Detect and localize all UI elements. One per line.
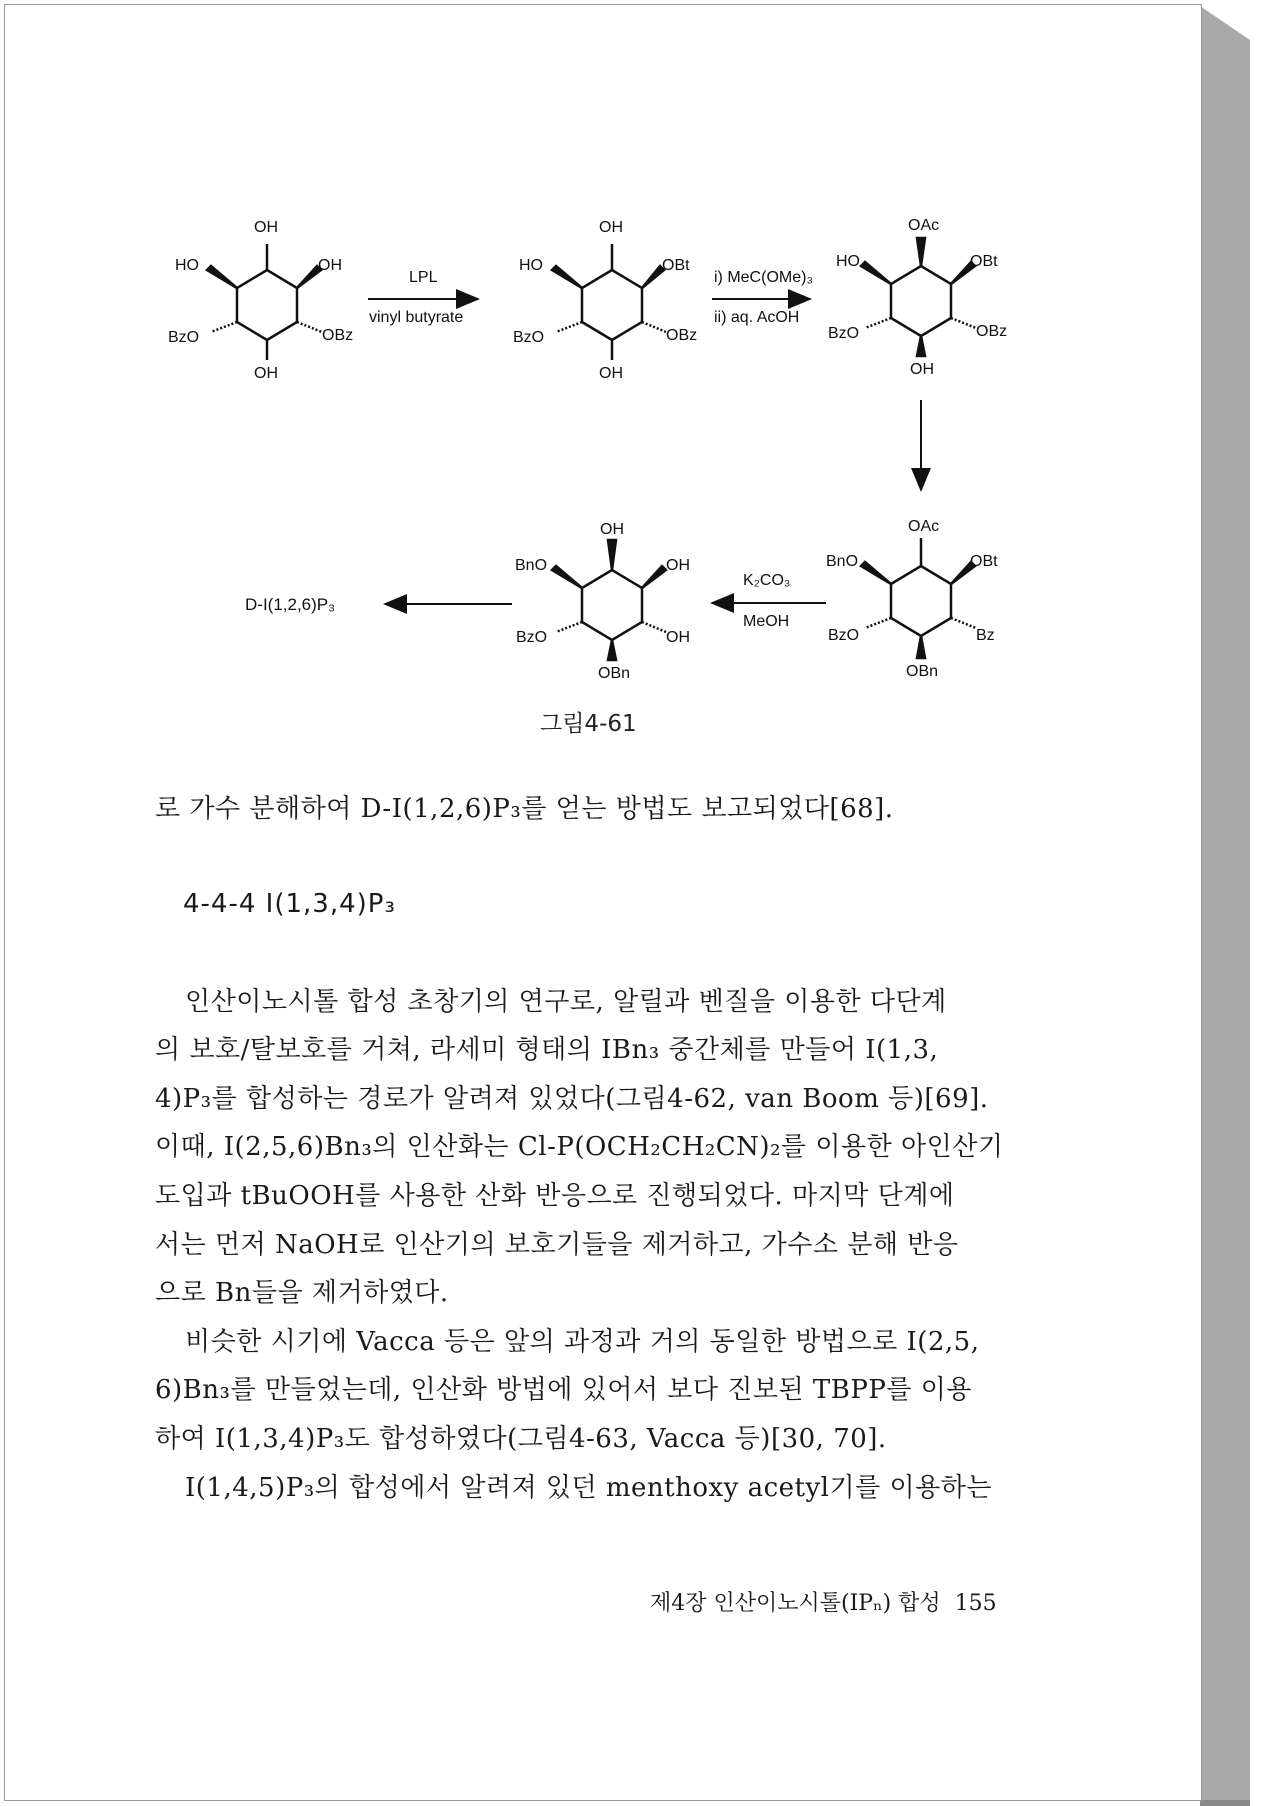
arrow-1-condition: vinyl butyrate: [369, 309, 464, 326]
p1-line-7: 으로 Bn들을 제거하였다.: [155, 1278, 449, 1308]
structure-3: [861, 238, 976, 356]
s5-oh-right-label: OH: [666, 557, 690, 574]
reaction-scheme-figure: [0, 0, 1284, 760]
s1-obz-label: OBz: [322, 327, 354, 344]
p1-line-1: 인산이노시톨 합성 초창기의 연구로, 알릴과 벤질을 이용한 다단계: [185, 987, 947, 1017]
s2-top-label: OH: [599, 219, 623, 236]
section-heading: 4-4-4 I(1,3,4)P₃: [183, 889, 396, 919]
s1-ho-label: HO: [175, 257, 199, 274]
p1-line-3: 4)P₃를 합성하는 경로가 알려져 있었다(그림4-62, van Boom 등)[69].: [155, 1084, 989, 1114]
s3-obz-label: OBz: [976, 323, 1008, 340]
p1-line-5: 도입과 tBuOOH를 사용한 산화 반응으로 진행되었다. 마지막 단계에: [155, 1181, 955, 1211]
s3-bottom-label: OH: [910, 361, 934, 378]
product-label: D-I(1,2,6)P₃: [245, 595, 336, 614]
s2-ho-label: HO: [519, 257, 543, 274]
structure-1: [207, 244, 322, 360]
structure-5: [552, 540, 666, 660]
p1-line-6: 서는 먼저 NaOH로 인산기의 보호기들을 제거하고, 가수소 분해 반응: [155, 1230, 959, 1260]
s2-bottom-label: OH: [599, 365, 623, 382]
s4-bz-label: Bz: [976, 627, 995, 644]
arrow-1-reagent: LPL: [409, 269, 438, 286]
s5-bzo-label: BzO: [516, 629, 548, 646]
p2-line-3: 하여 I(1,3,4)P₃도 합성하였다(그림4-63, Vacca 등)[30, 70].: [155, 1424, 887, 1454]
s5-bno-label: BnO: [515, 557, 548, 574]
s4-bottom-label: OBn: [906, 663, 939, 680]
p1-line-4: 이때, I(2,5,6)Bn₃의 인산화는 Cl-P(OCH₂CH₂CN)₂를 이용한 아인산기: [155, 1132, 1004, 1162]
s3-ho-label: HO: [836, 253, 860, 270]
s4-top-label: OAc: [908, 518, 940, 535]
s4-bno-label: BnO: [826, 553, 859, 570]
p2-line-1: 비슷한 시기에 Vacca 등은 앞의 과정과 거의 동일한 방법으로 I(2,5,: [185, 1327, 980, 1357]
s3-obt-label: OBt: [970, 253, 998, 270]
structure-4: [861, 538, 976, 658]
p3-line-1: I(1,4,5)P₃의 합성에서 알려져 있던 menthoxy acetyl기를 이용하는: [185, 1473, 992, 1503]
s4-bzo-label: BzO: [828, 627, 860, 644]
s2-obt-label: OBt: [662, 257, 690, 274]
page-number: 155: [954, 1591, 997, 1616]
s4-obt-label: OBt: [970, 553, 998, 570]
s1-oh-right-label: OH: [318, 257, 342, 274]
p2-line-2: 6)Bn₃를 만들었는데, 인산화 방법에 있어서 보다 진보된 TBPP를 이용: [155, 1375, 972, 1405]
s5-bottom-label: OBn: [598, 665, 631, 682]
text-line-0: 로 가수 분해하여 D-I(1,2,6)P₃를 얻는 방법도 보고되었다[68].: [155, 794, 894, 824]
figure-caption: 그림4-61: [540, 711, 637, 737]
arrow-4-reagent: K₂CO₃: [743, 572, 791, 589]
s3-bzo-label: BzO: [828, 325, 860, 342]
s3-top-label: OAc: [908, 217, 940, 234]
s2-bzo-label: BzO: [513, 329, 545, 346]
s1-bzo-label: BzO: [168, 329, 200, 346]
p1-line-2: 의 보호/탈보호를 거쳐, 라세미 형태의 IBn₃ 중간체를 만들어 I(1,3,: [155, 1035, 939, 1065]
s1-bottom-label: OH: [254, 365, 278, 382]
s1-top-label: OH: [254, 219, 278, 236]
arrow-2-step-2: ii) aq. AcOH: [714, 309, 800, 326]
structure-2: [552, 244, 666, 360]
arrow-2-step-1: i) MeC(OMe)₃: [714, 269, 813, 286]
arrow-4-solvent: MeOH: [743, 613, 790, 630]
s5-oh-right2-label: OH: [666, 629, 690, 646]
s5-top-label: OH: [600, 521, 624, 538]
chapter-title: 제4장 인산이노시톨(IPₙ) 합성: [650, 1591, 941, 1616]
page-footer: [650, 1586, 997, 1617]
reaction-scheme: [0, 0, 1284, 760]
s2-obz-label: OBz: [666, 327, 698, 344]
